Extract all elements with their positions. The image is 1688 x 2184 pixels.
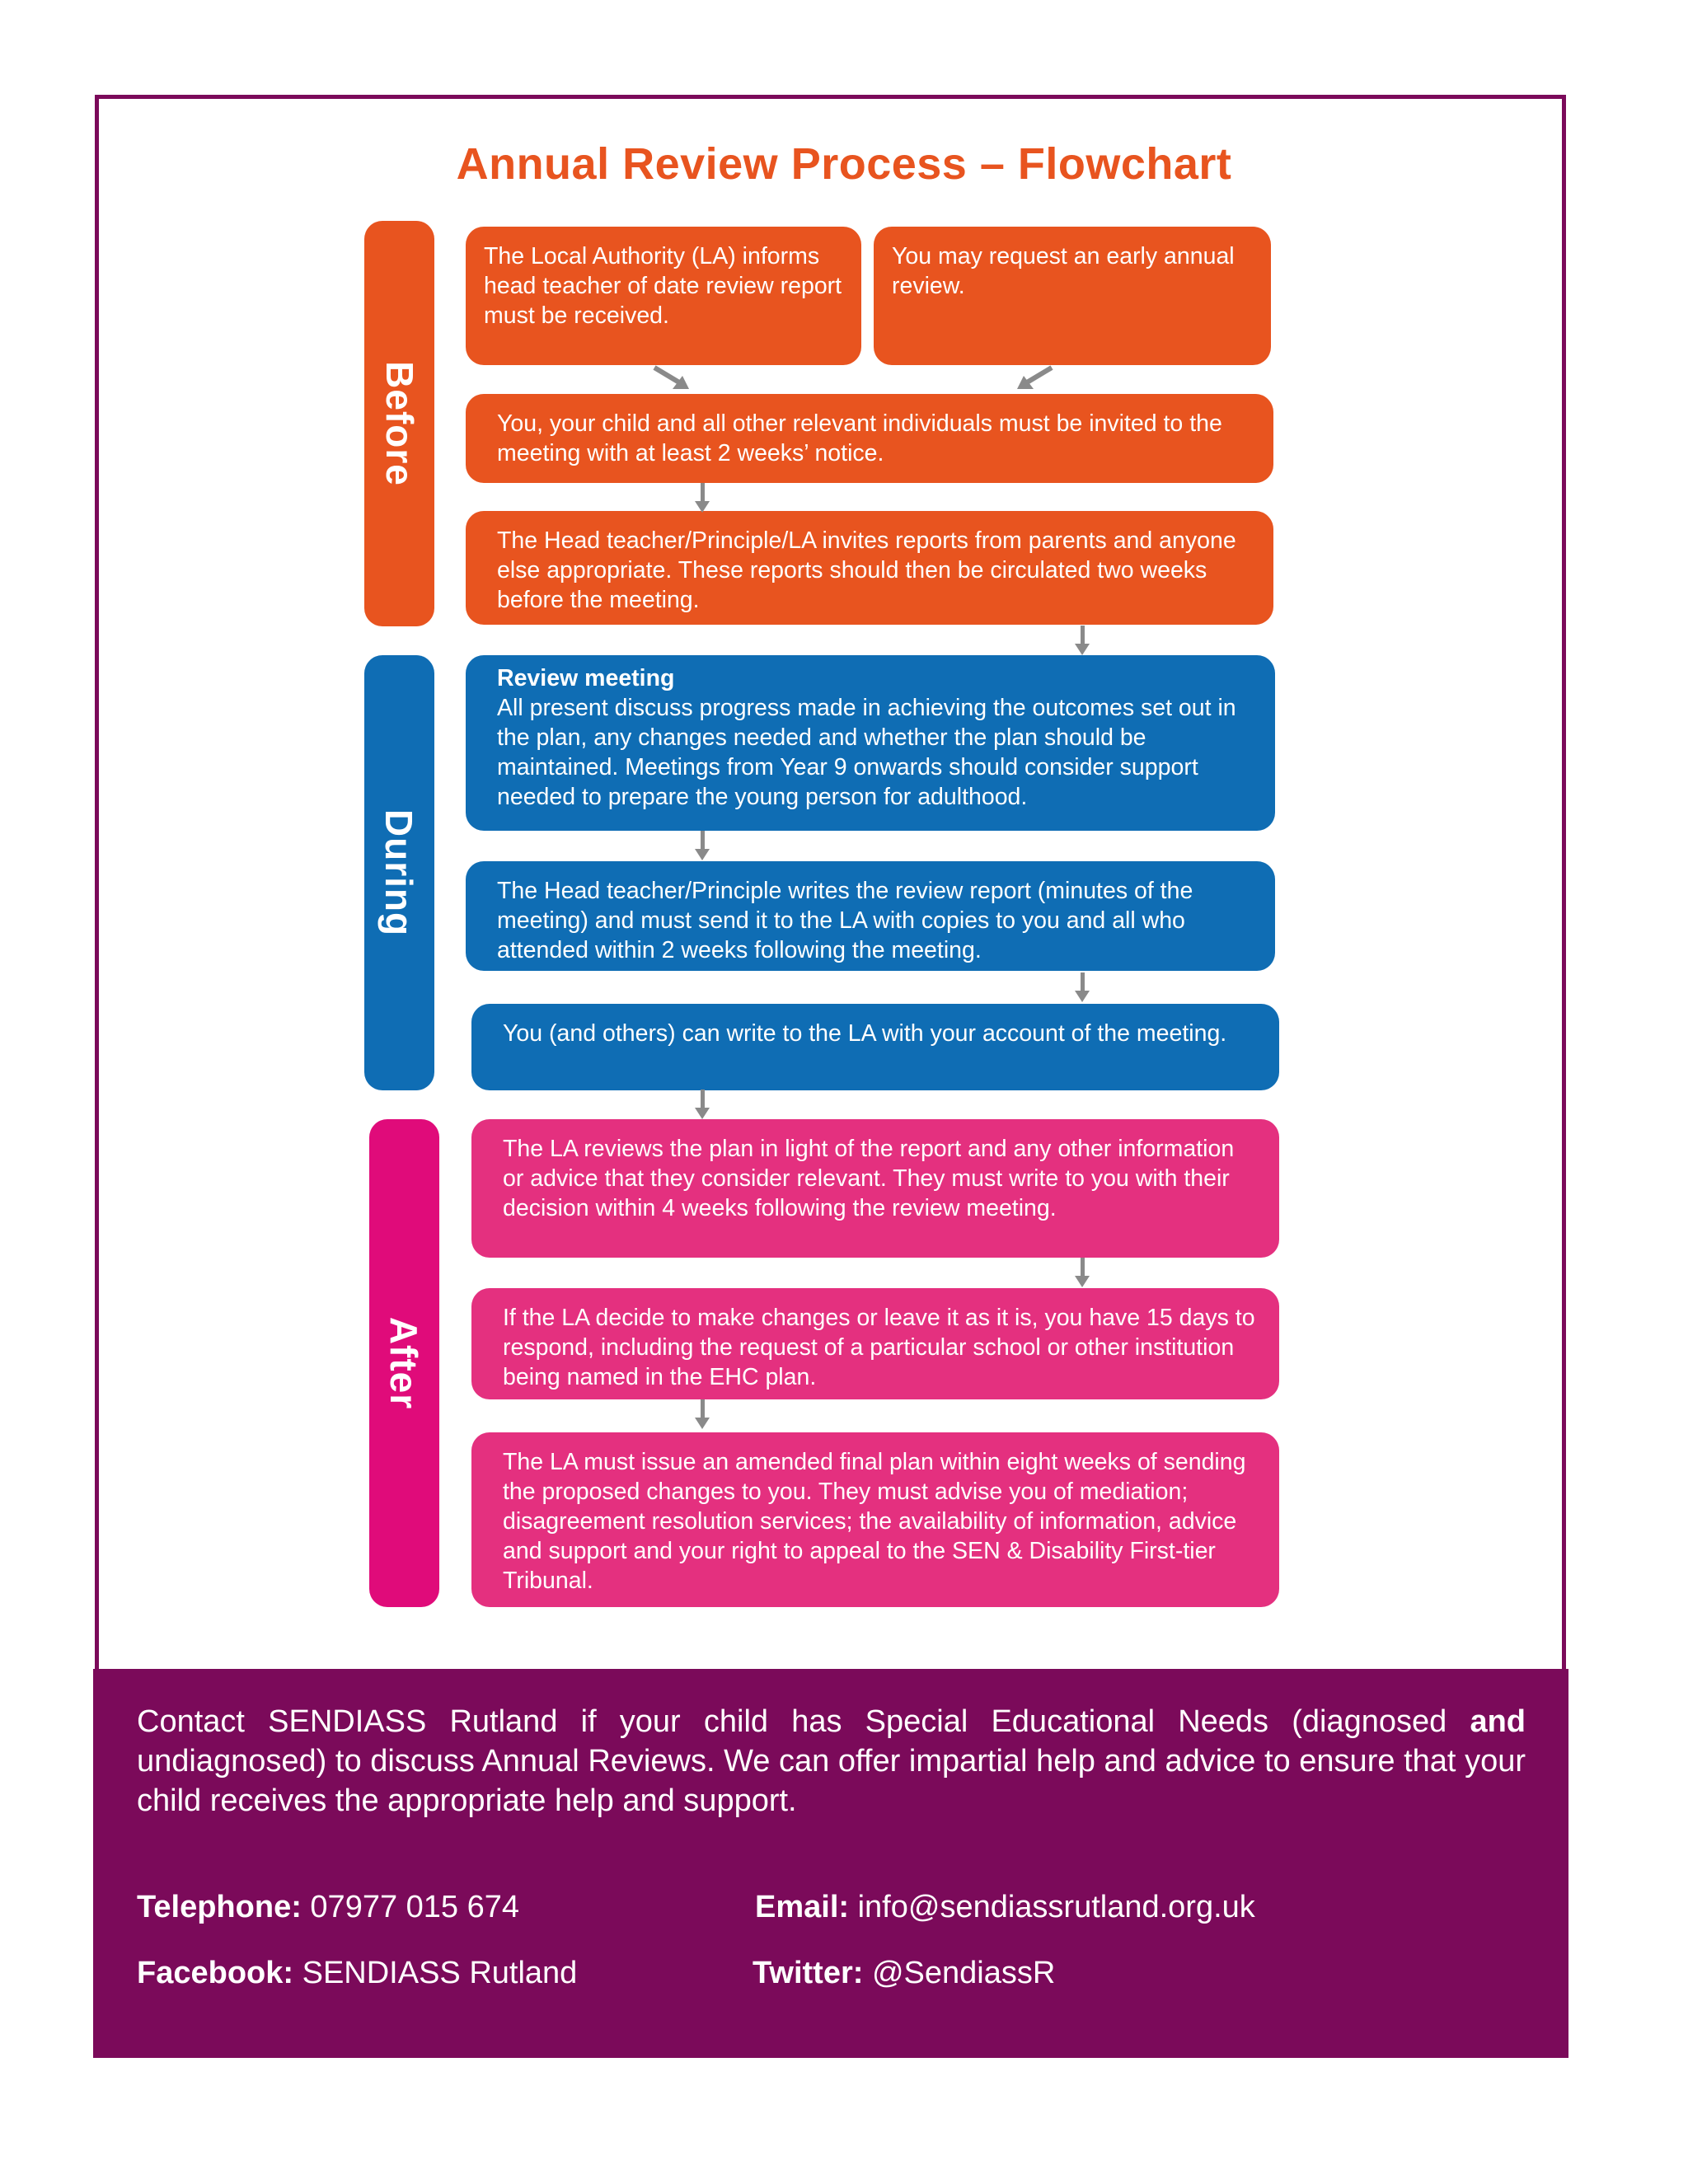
step-during-review-report <box>466 861 1275 971</box>
footer-paragraph-bold: and <box>1470 1704 1526 1739</box>
email-label: Email: <box>755 1890 850 1924</box>
step-text: If the LA decide to make changes or leave it as it is, you have 15 days to respond, including the request of a particular school or other institution being named in the EHC plan. <box>503 1305 1255 1390</box>
telephone-label: Telephone: <box>137 1890 302 1924</box>
step-title: Review meeting <box>497 665 675 691</box>
telephone-value[interactable]: 07977 015 674 <box>310 1890 520 1924</box>
facebook-contact <box>137 1953 577 1993</box>
step-text: You, your child and all other relevant individuals must be invited to the meeting with at least 2 weeks’ notice. <box>497 410 1222 466</box>
phase-during-label: During <box>377 808 421 937</box>
arrow-down <box>1076 1258 1088 1289</box>
arrow-down <box>696 1399 708 1431</box>
contact-footer <box>93 1669 1568 2058</box>
step-text: The Head teacher/Principle writes the review report (minutes of the meeting) and must send it to the LA with copies to you and all who attended within 2 weeks following the meeting. <box>497 878 1193 963</box>
facebook-label: Facebook: <box>137 1956 294 1990</box>
step-after-final-plan <box>471 1432 1279 1607</box>
step-after-respond <box>471 1288 1279 1399</box>
step-before-invites <box>466 394 1273 483</box>
footer-paragraph-end: undiagnosed) to discuss Annual Reviews. We can offer impartial help and advice to ensure that your child receives the appropriate help and support. <box>137 1744 1526 1818</box>
arrow-down <box>1076 972 1088 1004</box>
telephone-contact <box>137 1887 519 1927</box>
email-value[interactable]: info@sendiassrutland.org.uk <box>857 1890 1255 1924</box>
email-contact <box>755 1887 1255 1927</box>
step-before-la-informs <box>466 227 861 365</box>
footer-paragraph-start: Contact SENDIASS Rutland if your child has Special Educational Needs (diagnosed <box>137 1704 1470 1739</box>
arrow-down <box>1076 626 1088 657</box>
phase-before-label: Before <box>377 361 421 486</box>
step-text: You (and others) can write to the LA with your account of the meeting. <box>503 1020 1227 1047</box>
step-text: The LA reviews the plan in light of the report and any other information or advice that they consider relevant. They must write to you with their decision within 4 weeks following the review meeting. <box>503 1136 1235 1221</box>
flowchart-title: Annual Review Process – Flowchart <box>456 139 1232 189</box>
footer-paragraph <box>137 1702 1526 1821</box>
phase-during <box>364 655 434 1090</box>
step-during-review-meeting <box>466 655 1275 831</box>
phase-after <box>369 1119 439 1607</box>
arrow-down <box>696 831 708 862</box>
step-after-la-reviews <box>471 1119 1279 1258</box>
arrow-diagonal-right <box>651 364 692 394</box>
twitter-contact <box>753 1953 1055 1993</box>
step-during-write-account <box>471 1004 1279 1090</box>
arrow-diagonal-left <box>1014 364 1055 394</box>
arrow-down <box>696 483 708 511</box>
step-text: All present discuss progress made in achieving the outcomes set out in the plan, any changes needed and whether the plan should be maintained. Meetings from Year 9 onwards should consider support needed to prepare the young person for adulthood. <box>497 695 1236 810</box>
facebook-value[interactable]: SENDIASS Rutland <box>302 1956 578 1990</box>
twitter-label: Twitter: <box>753 1956 864 1990</box>
phase-after-label: After <box>382 1316 426 1410</box>
step-before-reports <box>466 511 1273 625</box>
step-text: The LA must issue an amended final plan within eight weeks of sending the proposed changes to you. They must advise you of mediation; disagreement resolution services; the availability of information, advice and support and your right to appeal to the SEN & Disability First-tier Tribunal. <box>503 1449 1246 1594</box>
arrow-down <box>696 1090 708 1121</box>
step-text: The Head teacher/Principle/LA invites reports from parents and anyone else appropriate. These reports should then be circulated two weeks before the meeting. <box>497 527 1236 613</box>
phase-before <box>364 221 434 626</box>
step-text: The Local Authority (LA) informs head teacher of date review report must be received. <box>484 243 842 329</box>
step-text: You may request an early annual review. <box>892 243 1235 299</box>
step-before-early-review <box>874 227 1271 365</box>
twitter-value[interactable]: @SendiassR <box>871 1956 1056 1990</box>
